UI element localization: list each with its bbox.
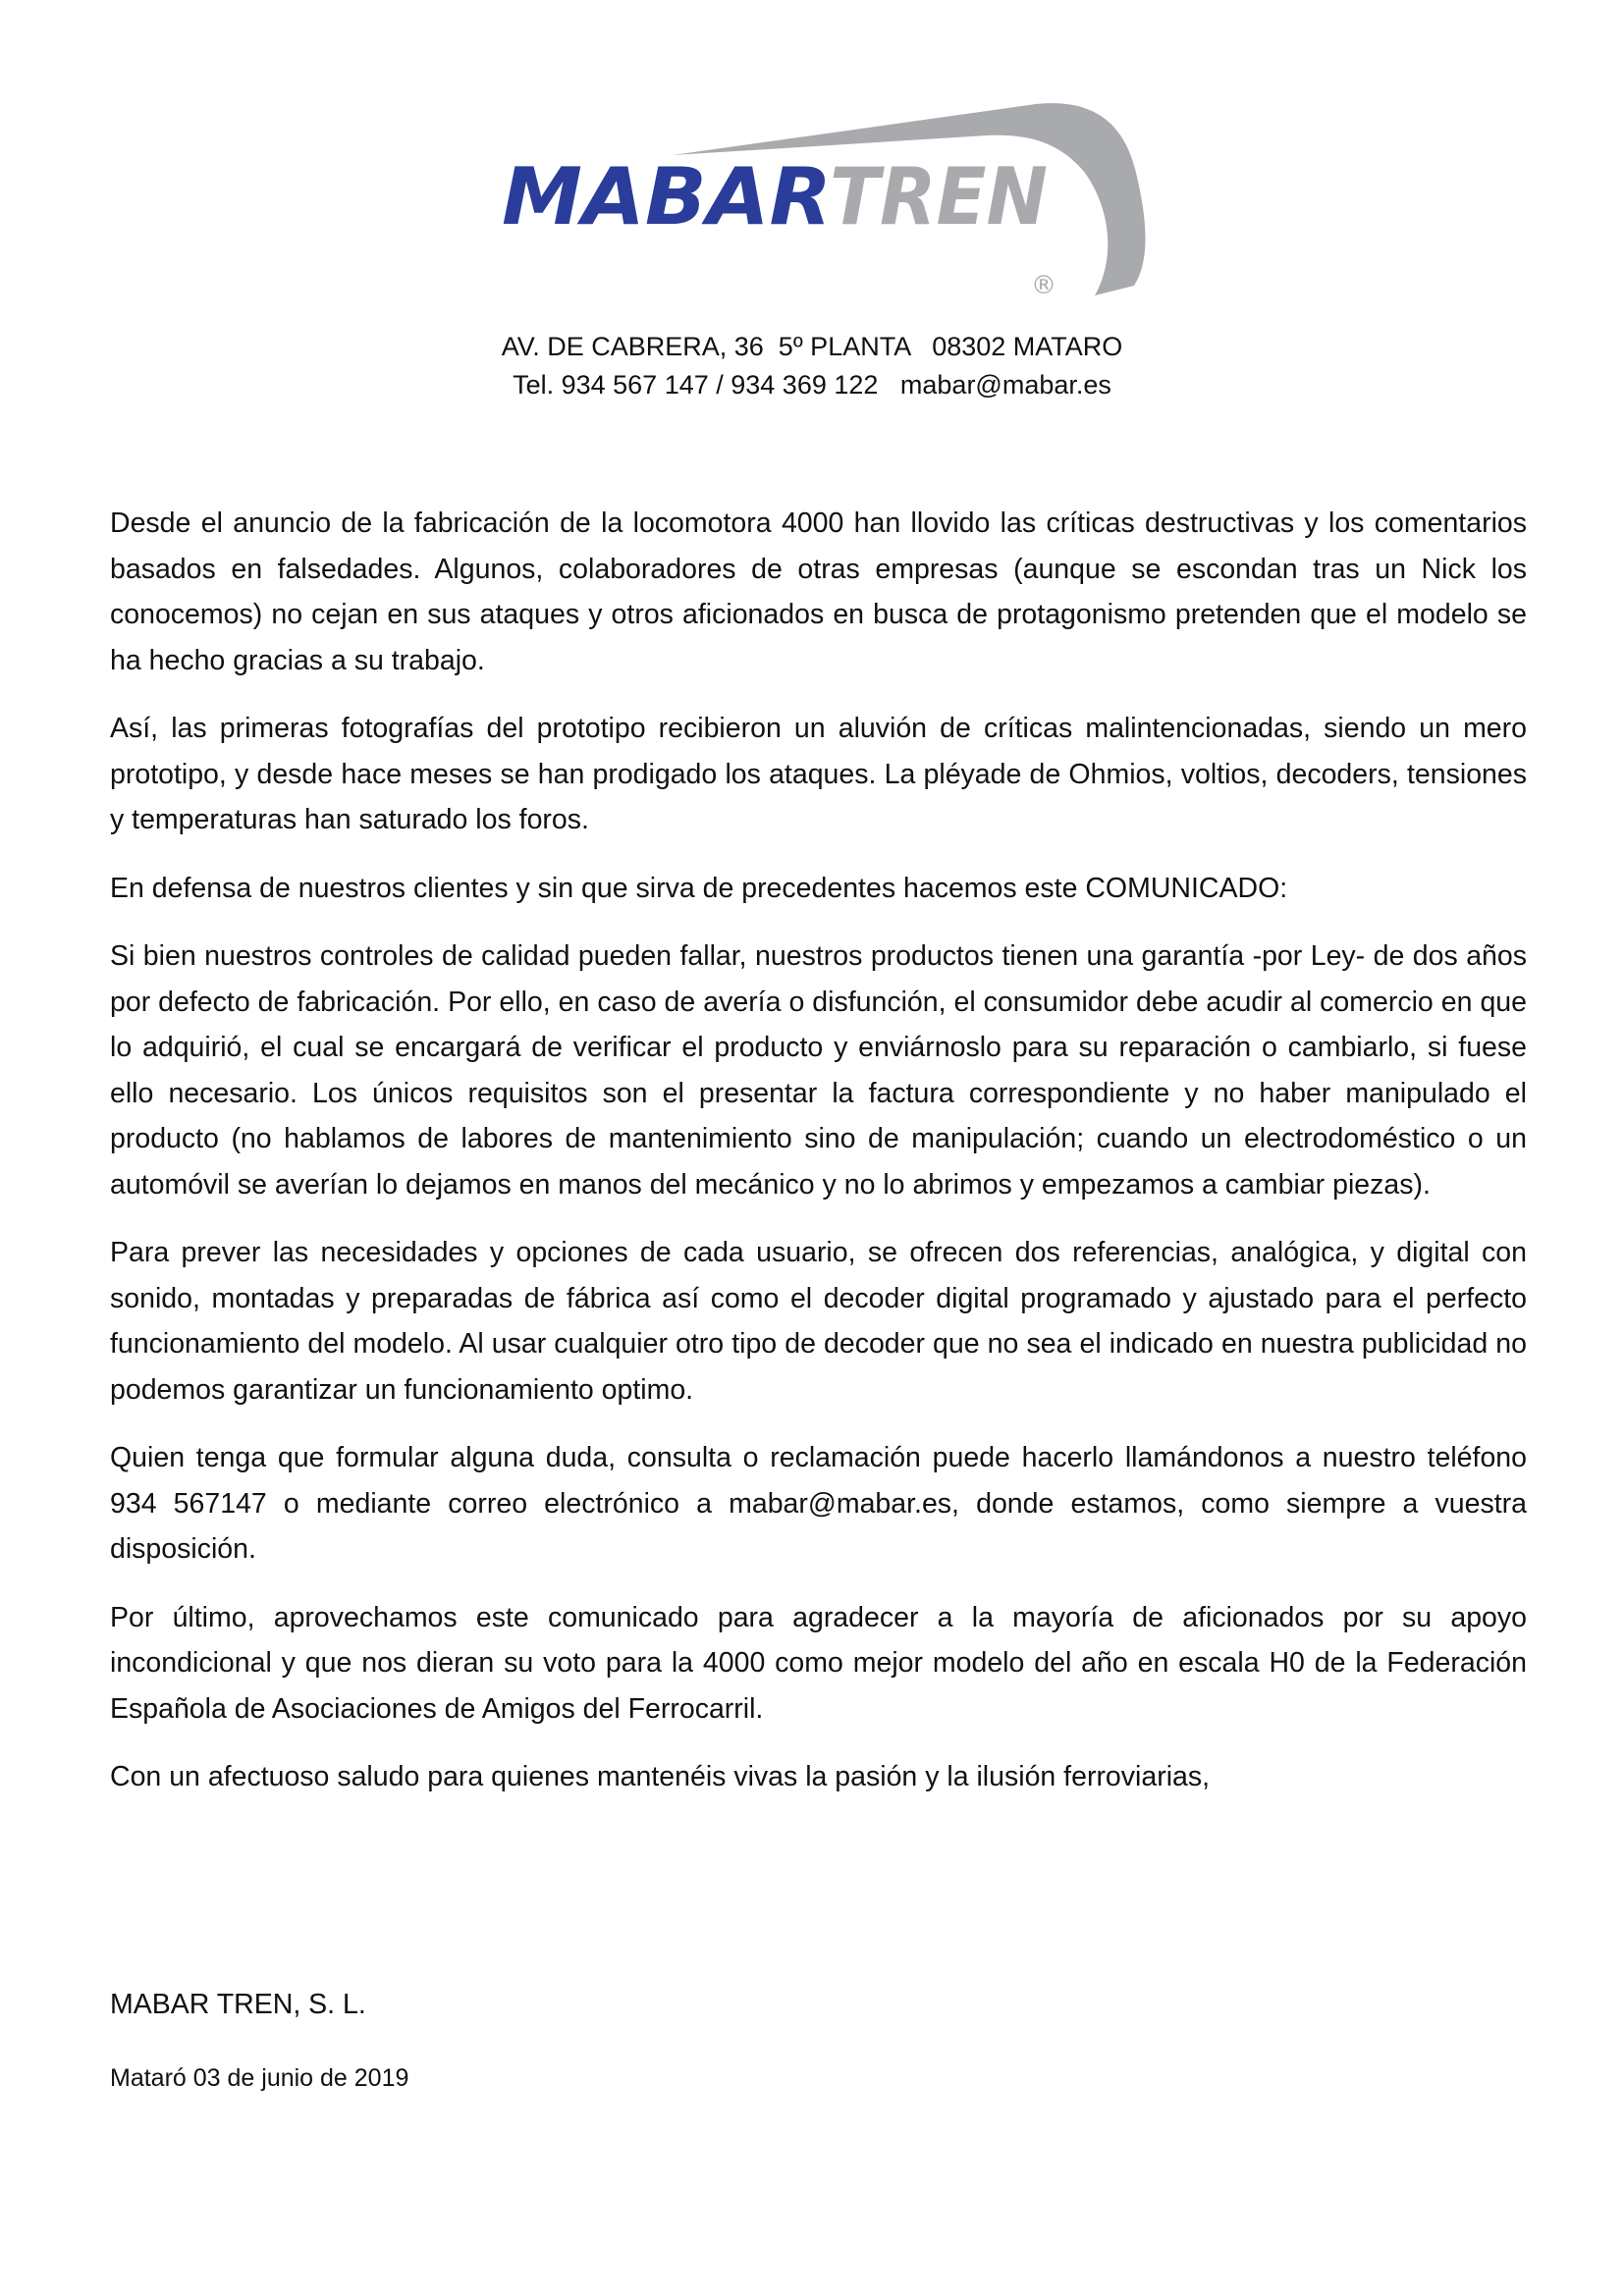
body-paragraph: Por último, aprovechamos este comunicado para agradecer a la mayoría de aficionados por su apoyo incondicional y que nos dieran su voto para la 4000 como mejor modelo del año en escala H0 de la Federación Española de Asociaciones de Amigos del Ferrocarril.: [110, 1601, 1527, 1725]
body-paragraph: Quien tenga que formular alguna duda, consulta o reclamación puede hacerlo llamándonos a nuestro teléfono 934 567147 o mediante correo electrónico a mabar@mabar.es, donde estamos, como siempre a vuestra disposición.: [110, 1442, 1527, 1565]
company-logo: [496, 94, 1150, 300]
signature: MABAR TREN, S. L.: [110, 1989, 366, 2020]
letter-body: [110, 501, 1527, 1823]
closing-paragraph: Con un afectuoso saludo para quienes mantenéis vivas la pasión y la ilusión ferroviarias,: [110, 1761, 1211, 1792]
address-line: AV. DE CABRERA, 36 5º PLANTA 08302 MATARO: [501, 332, 1123, 361]
body-paragraph: Así, las primeras fotografías del prototipo recibieron un aluvión de críticas malintencionadas, siendo un mero prototipo, y desde hace meses se han prodigado los ataques. La pléyade de Ohmios, voltios, decoders, tensiones y temperaturas han saturado los foros.: [110, 713, 1527, 835]
body-paragraph: Desde el anuncio de la fabricación de la locomotora 4000 han llovido las críticas destructivas y los comentarios basados en falsedades. Algunos, colaboradores de otras empresas (aunque se escondan tras un Nick los conocemos) no cejan en sus ataques y otros aficionados en busca de protagonismo pretenden que el modelo se ha hecho gracias a su trabajo.: [110, 507, 1527, 676]
logo-word-tren: TREN: [830, 151, 1048, 242]
body-paragraph: Si bien nuestros controles de calidad pueden fallar, nuestros productos tienen una garantía -por Ley- de dos años por defecto de fabricación. Por ello, en caso de avería o disfunción, el consumidor debe acudir al comercio en que lo adquirió, el cual se encargará de verificar el producto y enviárnoslo para su reparación o cambiarlo, si fuese ello necesario. Los únicos requisitos son el presentar la factura correspondiente y no haber manipulado el producto (no hablamos de labores de mantenimiento sino de manipulación; cuando un electrodoméstico o un automóvil se averían lo dejamos en manos del mecánico y no lo abrimos y empezamos a cambiar piezas).: [110, 940, 1527, 1201]
letter-date: Mataró 03 de junio de 2019: [110, 2064, 409, 2092]
body-paragraph: Para prever las necesidades y opciones de cada usuario, se ofrecen dos referencias, analógica, y digital con sonido, montadas y preparadas de fábrica así como el decoder digital programado y ajustado para el perfecto funcionamiento del modelo. Al usar cualquier otro tipo de decoder que no sea el indicado en nuestra publicidad no podemos garantizar un funcionamiento optimo.: [110, 1237, 1527, 1406]
logo-word-mabar: MABAR: [502, 151, 832, 242]
contact-line: Tel. 934 567 147 / 934 369 122 mabar@mabar.es: [513, 370, 1111, 400]
registered-trademark-mark: ®: [1031, 271, 1056, 300]
body-paragraph: En defensa de nuestros clientes y sin que sirva de precedentes hacemos este COMUNICADO:: [110, 872, 1288, 904]
letterhead-address: [0, 328, 1624, 404]
